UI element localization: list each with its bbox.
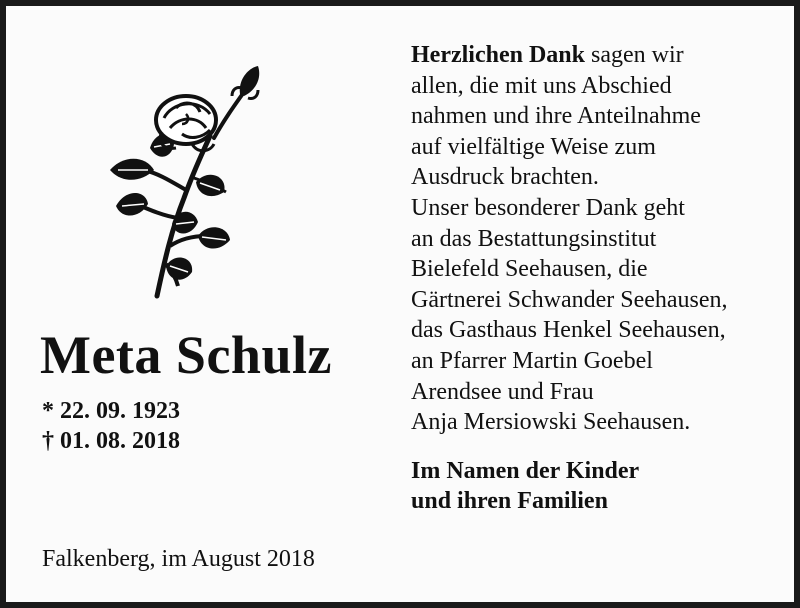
thanks-line: auf vielfältige Weise zum bbox=[411, 133, 656, 160]
thanks-line: Arendsee und Frau bbox=[411, 378, 594, 405]
birth-date: * 22. 09. 1923 bbox=[42, 398, 180, 424]
signoff-line-1: Im Namen der Kinder bbox=[411, 458, 640, 484]
signoff bbox=[411, 456, 639, 516]
thanks-line: an Pfarrer Martin Goebel bbox=[411, 347, 653, 374]
thanks-lead-bold: Herzlichen Dank bbox=[411, 42, 585, 68]
thanks-line-first bbox=[411, 40, 800, 71]
life-dates bbox=[42, 396, 180, 456]
thanks-line: Unser besonderer Dank geht bbox=[411, 194, 685, 221]
death-date: † 01. 08. 2018 bbox=[42, 428, 180, 454]
signoff-line-2: und ihren Familien bbox=[411, 488, 608, 514]
thanks-line: Ausdruck brachten. bbox=[411, 164, 599, 191]
thanks-text bbox=[411, 40, 800, 438]
rose-branch-icon bbox=[102, 58, 272, 308]
place-and-date: Falkenberg, im August 2018 bbox=[42, 546, 315, 572]
thanks-lead-rest: sagen wir bbox=[585, 42, 684, 68]
thanks-line: an das Bestattungsinstitut bbox=[411, 225, 657, 252]
thanks-line: Anja Mersiowski Seehausen. bbox=[411, 409, 691, 436]
thanks-line: Gärtnerei Schwander Seehausen, bbox=[411, 286, 728, 313]
thanks-line: Bielefeld Seehausen, die bbox=[411, 256, 648, 283]
thanks-line: allen, die mit uns Abschied bbox=[411, 72, 672, 99]
thanks-line: nahmen und ihre Anteilnahme bbox=[411, 103, 701, 130]
thanks-line: das Gasthaus Henkel Seehausen, bbox=[411, 317, 726, 344]
deceased-name: Meta Schulz bbox=[40, 325, 332, 385]
